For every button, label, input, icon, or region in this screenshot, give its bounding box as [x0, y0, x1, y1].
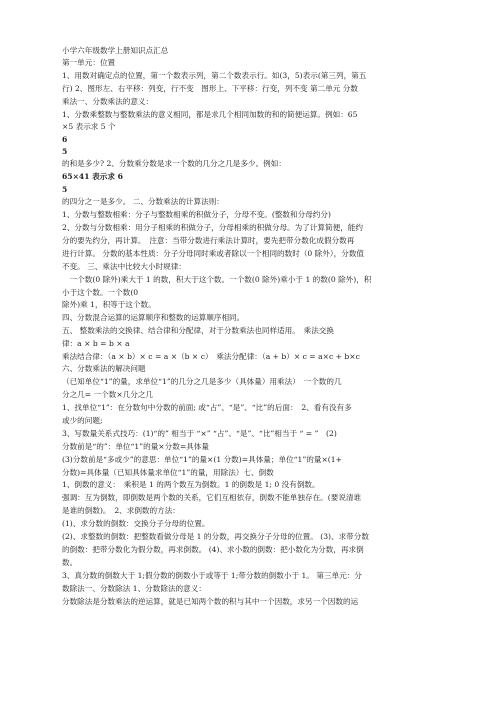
text-line: 分数除法是分数乘法的逆运算，就是已知两个数的积与其中一个因数，求另一个因数的运 [62, 597, 359, 606]
text-line: 的四分之一是多少。 二、分数乘法的计算法则： [62, 197, 224, 206]
text-line: 数除法一、分数除法 1、分数除法的意义： [62, 584, 206, 593]
fraction-denominator: 5 [62, 147, 68, 156]
text-line: 乘法结合律：（a × b）× c = a ×（b × c） 乘法分配律：（a + b）× c = a×c + b×c [62, 352, 360, 361]
text-line: （已知单位“1”的量，求单位“1”的几分之几是多少（具体量）用乘法） 一个数的几 [62, 377, 342, 386]
text-line: 六、分数乘法的解决问题 [62, 364, 146, 373]
text-line: (3)分数前是“多或少”的意思：单位“1”的量×(1 分数)=具体量；单位“1”的量×(1+ [62, 455, 342, 464]
text-line: 分之几= 一个数×几分之几 [62, 390, 154, 399]
text-line: 3、真分数的倒数大于 1;假分数的倒数小于或等于 1;带分数的倒数小于 1。 第三单元：分 [62, 571, 362, 580]
text-line: 2、分数与分数相乘：用分子相乘的积做分子，分母相乘的积做分母。为了计算简便，能约 [62, 223, 363, 232]
text-line: 乘法一、分数乘法的意义： [62, 97, 154, 106]
text-line: 四、分数混合运算的运算顺序和整数的运算顺序相同。 [62, 313, 245, 322]
text-line: 是谁的倒数)。 2、求倒数的方法： [62, 506, 180, 515]
text-line: 律：a × b = b × a [62, 339, 130, 348]
text-line: 进行计算。 分数的基本性质：分子分母同时乘或者除以一个相同的数时（0 除外），分数值 [62, 249, 365, 258]
text-line: 数。 [62, 558, 78, 567]
text-line: 不变。 三、乘法中比较大小时规律： [62, 262, 186, 271]
text-line: 分数前是“的”：单位“1”的量×分数=具体量 [62, 442, 209, 451]
text-line: 一个数(0 除外)乘大于 1 的数，积大于这个数。一个数(0 除外)乘小于 1 的数(0 除外)，积 [62, 275, 372, 284]
text-line: 强调：互为倒数，即倒数是两个数的关系，它们互相依存，倒数不能单独存在。(要说清谁 [62, 493, 362, 502]
text-line: (1)、求分数的倒数：交换分子分母的位置。 [62, 519, 210, 528]
text-line: (2)、求整数的倒数：把整数看做分母是 1 的分数，再交换分子分母的位置。 (3)、求带分数 [62, 532, 369, 541]
text-line: 1、找单位“1”：在分数句中分数的前面; 或“占”、“是”、“比”的后面： 2、看有没有多 [62, 403, 352, 412]
text-line: 3、写数量关系式技巧：(1)“的” 相当于 “×” “占”、“是”、“比”相当于 “ = ” (2) [62, 429, 337, 438]
doc-title: 小学六年级数学上册知识点汇总 [62, 46, 169, 55]
text-line: 1、分数乘整数与整数乘法的意义相同，都是求几个相同加数的和的简便运算。例如：65 [62, 110, 358, 119]
text-line: 65×41 表示求 6 [62, 172, 123, 181]
text-line: ×5 表示求 5 个 [62, 122, 116, 131]
text-line: 或少的问题; [62, 416, 103, 425]
text-line: 1、用数对确定点的位置，第一个数表示列，第二个数表示行。如(3，5)表示(第三列，第五 [62, 71, 367, 80]
text-line: 1、倒数的意义： 乘积是 1 的两个数互为倒数。1 的倒数是 1; 0 没有倒数。 [62, 480, 320, 489]
fraction-numerator: 6 [62, 135, 68, 144]
text-line: 1、分数与整数相乘：分子与整数相乘的积做分子，分母不变。(整数和分母约分) [62, 210, 331, 219]
text-line: 第一单元：位置 [62, 58, 116, 67]
text-line: 分数)=具体量（已知具体量求单位“1”的量，用除法）七、倒数 [62, 468, 274, 477]
fraction-denominator: 5 [62, 185, 68, 194]
text-line: 行) 2、图形左、右平移：列变，行不变 图形上、下平移：行变，列不变 第二单元 分数 [62, 84, 358, 93]
text-line: 除外)乘 1，积等于这个数。 [62, 300, 156, 309]
text-line: 五、 整数乘法的交换律、结合律和分配律，对于分数乘法也同样适用。 乘法交换 [62, 326, 334, 335]
text-line: 的和是多少? 2、分数乘分数是求一个数的几分之几是多少。例如： [62, 159, 286, 168]
text-line: 的倒数：把带分数化为假分数，再求倒数。 (4)、求小数的倒数：把小数化为分数，再求倒 [62, 545, 364, 554]
text-line: 小于这个数。一个数(0 [62, 288, 139, 297]
text-line: 分的要先约分，再计算。 注意：当带分数进行乘法计算时，要先把带分数化成假分数再 [62, 236, 355, 245]
